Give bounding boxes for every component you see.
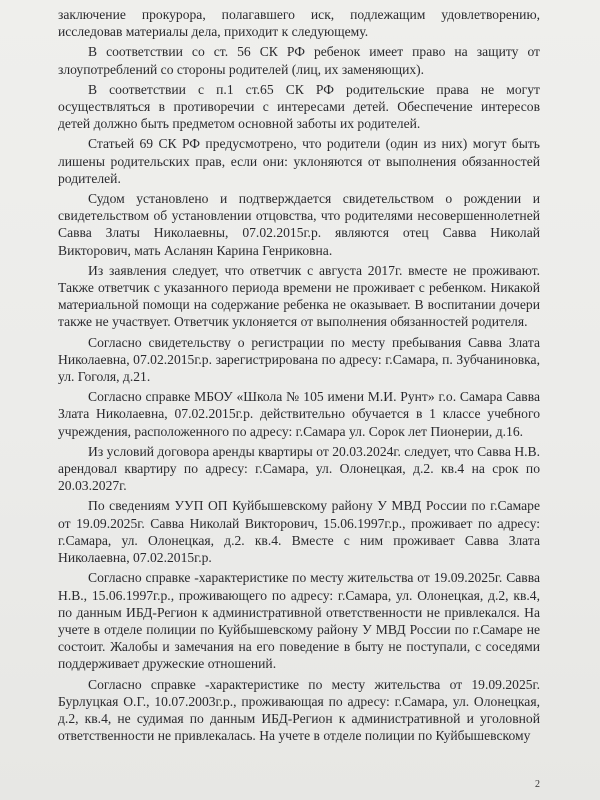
paragraph-8: Согласно справке МБОУ «Школа № 105 имени М.И. Рунт» г.о. Самара Савва Злата Николаевна, 07.02.2015г.р. действительно обучается в 1 классе учебного учреждения, расположенного по адресу: г.Самара ул. Сорок лет Пионерии, д.16. [58, 389, 540, 439]
paragraph-6: Из заявления следует, что ответчик с августа 2017г. вместе не проживают. Также ответчик с указанного периода времени не проживает с ребенком. Никакой материальной помощи на содержание ребенка не оказывает. В воспитании дочери также не участвует. Ответчик уклоняется от выполнения обязанностей родителя. [58, 262, 540, 330]
paragraph-5: Судом установлено и подтверждается свидетельством о рождении и свидетельством об установлении отцовства, что родителями несовершеннолетней Савва Златы Николаевны, 07.02.2015г.р. являются отец Савва Николай Викторович, мать Асланян Карина Генриковна. [58, 191, 540, 258]
page-number: 2 [535, 779, 540, 790]
paragraph-3: В соответствии с п.1 ст.65 СК РФ родительские права не могут осуществляться в противоречии с интересами детей. Обеспечение интересов детей должно быть предметом основной заботы их родителей. [58, 81, 540, 132]
paragraph-1: заключение прокурора, полагавшего иск, подлежащим удовлетворению, исследовав материалы дела, приходит к следующему. [58, 7, 540, 40]
paragraph-2: В соответствии со ст. 56 СК РФ ребенок имеет право на защиту от злоупотреблений со стороны родителей (лиц, их заменяющих). [58, 44, 540, 77]
paragraph-7: Согласно свидетельству о регистрации по месту пребывания Савва Злата Николаевна, 07.02.2015г.р. зарегистрирована по адресу: г.Самара, п. Зубчаниновка, ул. Гоголя, д.21. [58, 334, 540, 385]
paragraph-12: Согласно справке -характеристике по месту жительства от 19.09.2025г. Бурлуцкая О.Г., 10.07.2003г.р., проживающая по адресу: г.Самара, ул. Олонецкая, д.2, кв.4, не судимая по данным ИБД-Регион к административной и уголовной ответственности не привлекалась. На учете в отделе полиции по Куйбышевскому [58, 676, 540, 744]
paragraph-11: Согласно справке -характеристике по месту жительства от 19.09.2025г. Савва Н.В., 15.06.1997г.р., проживающего по адресу: г.Самара, ул. Олонецкая, д.2, кв.4, по данным ИБД-Регион к административной ответственности не привлекался. На учете в отделе полиции по Куйбышевскому району У МВД России по г.Самаре не состоит. Жалобы и замечания на его поведение в быту не поступали, с соседями поддерживает дружеские отношений. [58, 570, 540, 672]
paragraph-4: Статьей 69 СК РФ предусмотрено, что родители (один из них) могут быть лишены родительских прав, если они: уклоняются от выполнения обязанностей родителей. [58, 136, 540, 186]
document-body [58, 6, 540, 747]
paragraph-10: По сведениям УУП ОП Куйбышевскому району У МВД России по г.Самаре от 19.09.2025г. Савва Николай Викторович, 15.06.1997г.р., проживает по адресу: г.Самара, ул. Олонецкая, д.2. кв.4. Вместе с ним проживает Савва Злата Николаевна, 07.02.2015г.р. [58, 498, 540, 566]
paragraph-9: Из условий договора аренды квартиры от 20.03.2024г. следует, что Савва Н.В. арендовал квартиру по адресу: г.Самара, ул. Олонецкая, д.2. кв.4 на срок по 20.03.2027г. [58, 443, 540, 494]
